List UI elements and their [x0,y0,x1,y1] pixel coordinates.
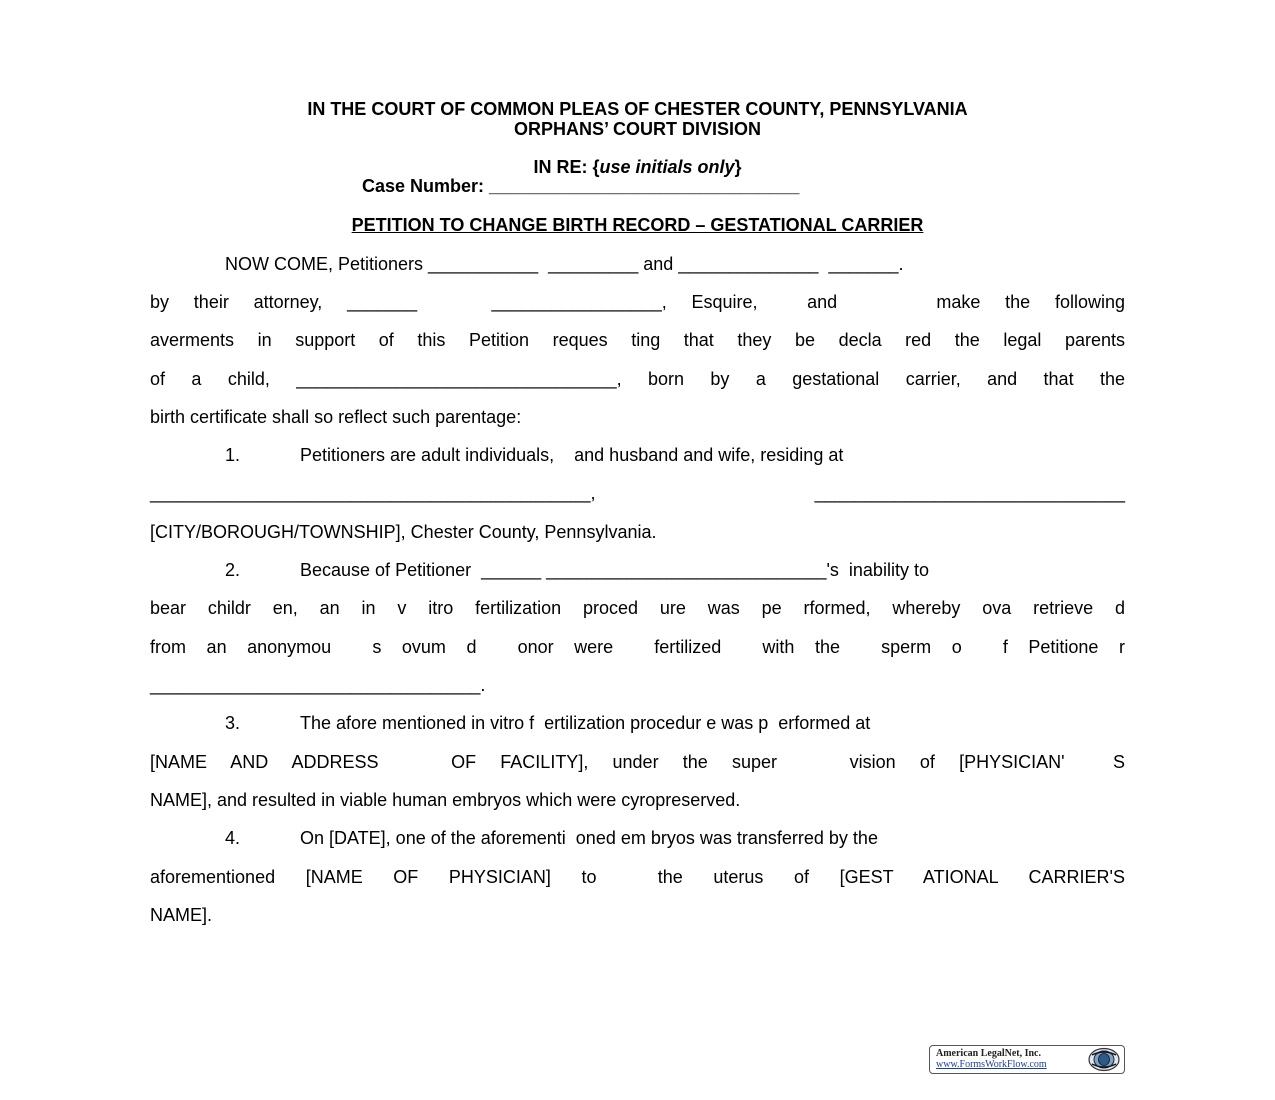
para2-line-1 [150,560,1125,581]
para4-line-3: NAME]. [150,905,213,925]
para4-number: 4. [225,828,241,848]
para2-line-4: _________________________________. [150,675,486,695]
in-re-hint: use initials only [599,157,735,177]
intro-line-3: averments in support of this Petition reques ting that they be decla red the legal parents [150,330,1125,350]
para4-text-1: On [DATE], one of the aforementi oned em bryos was transferred by the [300,828,878,848]
para2-line-3: from an anonymou s ovum d onor were fertilized with the sperm o f Petitione r [150,637,1125,657]
para3-line-3: NAME], and resulted in viable human embryos which were cyropreserved. [150,790,741,810]
para2-number: 2. [225,560,241,580]
para1-number: 1. [225,445,241,465]
intro-line-1: NOW COME, Petitioners ___________ _________ and ______________ _______. [225,254,904,274]
para1-line-1 [150,445,1125,466]
para4-line-2: aforementioned [NAME OF PHYSICIAN] to the uterus of [GEST ATIONAL CARRIER'S [150,867,1125,887]
logo-url[interactable]: www.FormsWorkFlow.com [936,1059,1047,1070]
para3-text-1: The afore mentioned in vitro f ertilization procedur e was p erformed at [300,713,871,733]
para3-number: 3. [225,713,241,733]
in-re-suffix: } [734,157,742,177]
para1-line-2: ____________________________________________, _______________________________ [150,483,1125,503]
logo-company: American LegalNet, Inc. [936,1048,1041,1059]
court-heading: IN THE COURT OF COMMON PLEAS OF CHESTER COUNTY, PENNSYLVANIA [307,99,968,119]
para3-line-1 [150,713,1125,734]
intro-line-4: of a child, ________________________________, born by a gestational carrier, and that the [150,369,1125,389]
para2-text-1: Because of Petitioner ______ ____________________________'s inability to [300,560,929,580]
in-re-line [0,157,1275,178]
document-title: PETITION TO CHANGE BIRTH RECORD – GESTATIONAL CARRIER [351,215,924,235]
intro-line-5: birth certificate shall so reflect such parentage: [150,407,522,427]
intro-line-2: by their attorney, _______ _________________, Esquire, and make the following [150,292,1125,312]
american-legalnet-logo[interactable] [929,1045,1125,1074]
para3-line-2: [NAME AND ADDRESS OF FACILITY], under the super vision of [PHYSICIAN' S [150,752,1125,772]
in-re-prefix: IN RE: { [533,157,600,177]
para1-line-3: [CITY/BOROUGH/TOWNSHIP], Chester County, Pennsylvania. [150,522,657,542]
division-heading: ORPHANS’ COURT DIVISION [513,119,762,139]
globe-icon [1087,1047,1121,1072]
para2-line-2: bear childr en, an in v itro fertilization proced ure was pe rformed, whereby ova retrieve d [150,598,1125,618]
para4-line-1 [150,828,1125,849]
case-number: Case Number: _______________________________ [362,176,800,196]
para1-text-1: Petitioners are adult individuals, and husband and wife, residing at [300,445,844,465]
